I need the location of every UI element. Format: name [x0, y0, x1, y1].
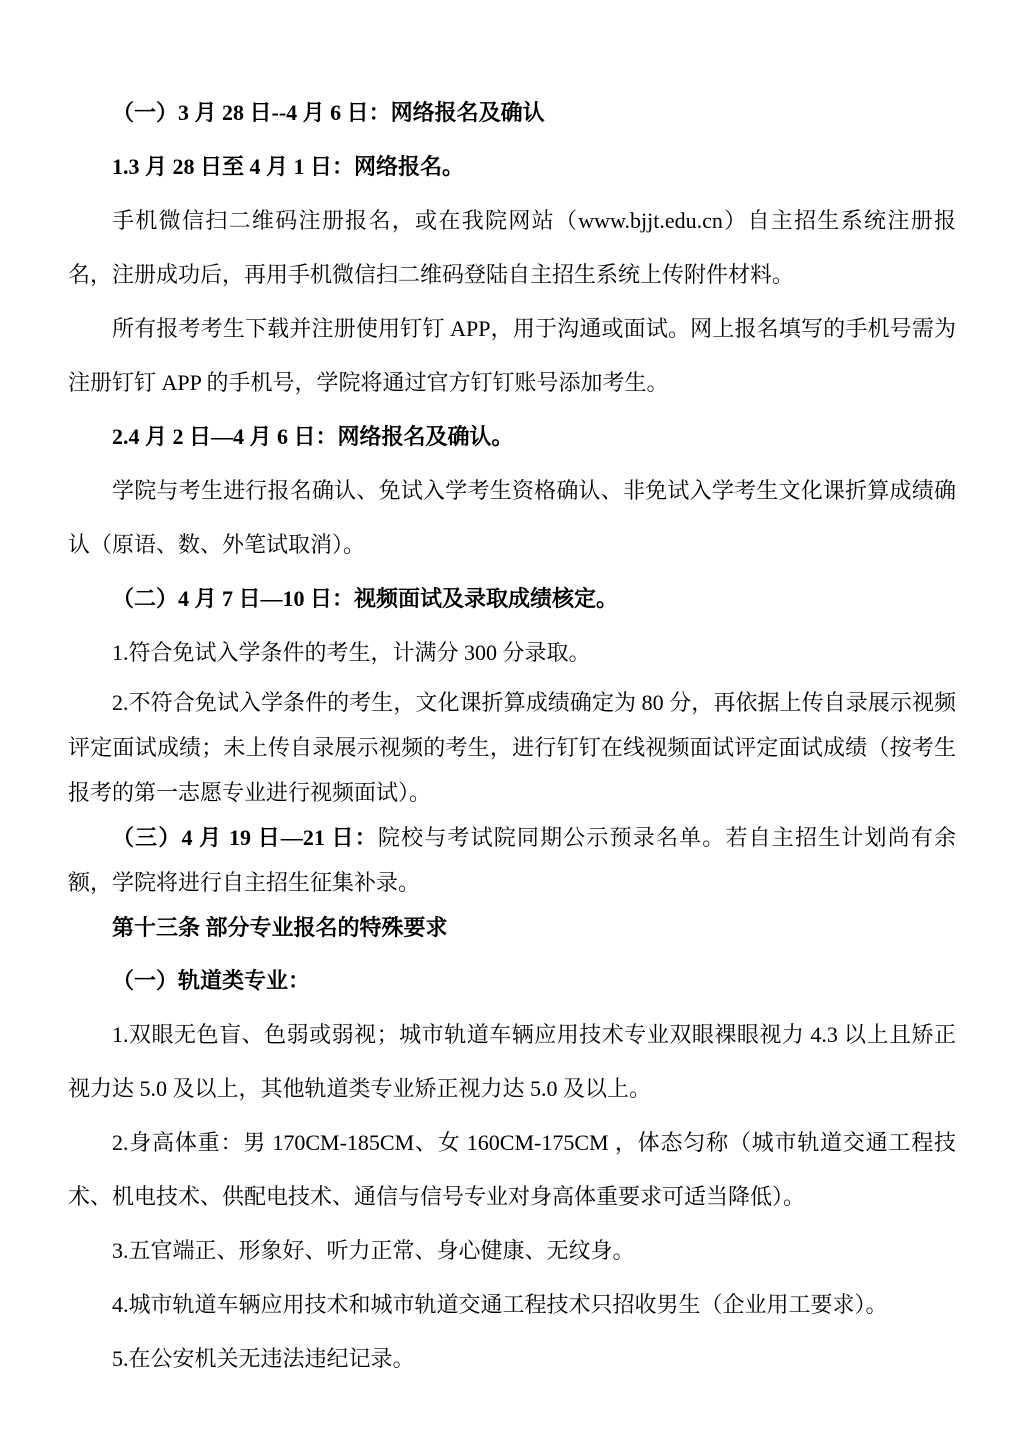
heading-article-13: 第十三条 部分专业报名的特殊要求 [112, 915, 448, 940]
paragraph-rail-req-height-weight: 2.身高体重：男 170CM-185CM、女 160CM-175CM ，体态匀称（城市轨道交通工程技术、机电技术、供配电技术、通信与信号专业对身高体重要求可适当降低）。 [68, 1130, 956, 1209]
heading-step-1-online-registration: 1.3 月 28 日至 4 月 1 日：网络报名。 [112, 154, 465, 179]
paragraph-rail-req-no-record: 5.在公安机关无违法违纪记录。 [112, 1346, 415, 1371]
paragraph-stage-3-preadmission-announcement [68, 815, 956, 905]
paragraph-rail-req-vision: 1.双眼无色盲、色弱或弱视；城市轨道车辆应用技术专业双眼裸眼视力 4.3 以上且矫正视力达 5.0 及以上，其他轨道类专业矫正视力达 5.0 及以上。 [68, 1022, 956, 1101]
heading-stage-1-network-registration: （一）3 月 28 日--4 月 6 日：网络报名及确认 [112, 100, 545, 125]
paragraph-non-exempt-scoring: 2.不符合免试入学条件的考生，文化课折算成绩确定为 80 分，再依据上传自录展示视频评定面试成绩；未上传自录展示视频的考生，进行钉钉在线视频面试评定面试成绩（按考生报考的第一志愿专业进行视频面试）。 [68, 690, 956, 805]
paragraph-exam-exempt-scoring: 1.符合免试入学条件的考生，计满分 300 分录取。 [112, 640, 591, 665]
paragraph-rail-req-male-only: 4.城市轨道车辆应用技术和城市轨道交通工程技术只招收男生（企业用工要求）。 [112, 1292, 888, 1317]
paragraph-dingtalk-app: 所有报考考生下载并注册使用钉钉 APP，用于沟通或面试。网上报名填写的手机号需为注册钉钉 APP 的手机号，学院将通过官方钉钉账号添加考生。 [68, 316, 956, 395]
paragraph-confirmation-details: 学院与考生进行报名确认、免试入学考生资格确认、非免试入学考生文化课折算成绩确认（原语、数、外笔试取消）。 [68, 478, 956, 557]
paragraph-qr-registration: 手机微信扫二维码注册报名，或在我院网站（www.bjjt.edu.cn）自主招生系统注册报名，注册成功后，再用手机微信扫二维码登陆自主招生系统上传附件材料。 [68, 208, 956, 287]
heading-step-2-registration-confirmation: 2.4 月 2 日—4 月 6 日：网络报名及确认。 [112, 424, 514, 449]
heading-stage-2-video-interview: （二）4 月 7 日—10 日：视频面试及录取成绩核定。 [112, 586, 619, 611]
paragraph-stage-3-text: 院校与考试院同期公示预录名单。若自主招生计划尚有余额，学院将进行自主招生征集补录。 [68, 825, 956, 895]
paragraph-rail-req-appearance: 3.五官端正、形象好、听力正常、身心健康、无纹身。 [112, 1238, 635, 1263]
heading-stage-3-dates: （三）4 月 19 日—21 日： [112, 825, 378, 850]
heading-rail-majors: （一）轨道类专业： [112, 968, 311, 993]
